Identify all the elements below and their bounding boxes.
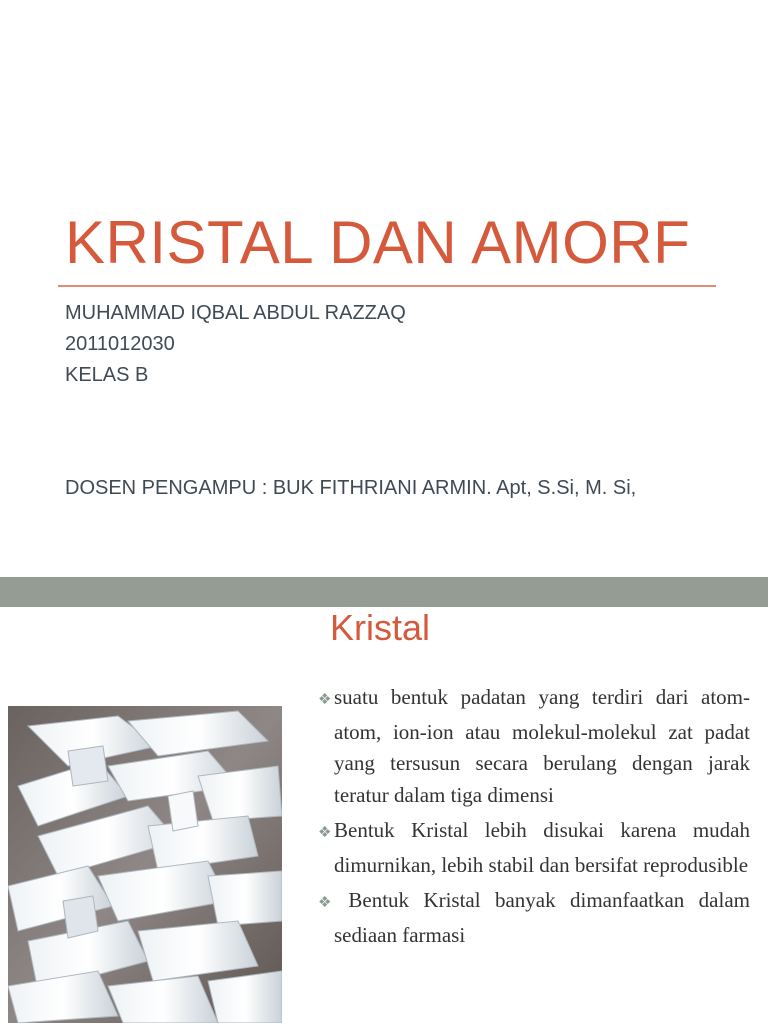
slide-separator-band [0,577,768,607]
subtitle-block [65,298,705,503]
bullet-item [318,885,750,951]
bullet-text: Bentuk Kristal lebih disukai karena mudah dimurnikan, lebih stabil dan bersifat reprodusible [334,818,750,877]
title-underline [58,285,716,287]
diamond-bullet-icon: ❖ [318,825,332,841]
bullet-text: suatu bentuk padatan yang terdiri dari atom-atom, ion-ion atau molekul-molekul zat padat yang tersusun secara berulang dengan jarak teratur dalam tiga dimensi [334,685,750,807]
spacer [65,391,705,474]
author-name: MUHAMMAD IQBAL ABDUL RAZZAQ [65,302,406,324]
kristal-bullet-list [318,682,750,955]
student-id: 2011012030 [65,333,175,355]
slide-title: KRISTAL DAN AMORF [65,209,691,276]
slide-heading: Kristal [330,607,431,648]
bullet-item [318,682,750,811]
diamond-bullet-icon: ❖ [318,895,332,911]
diamond-bullet-icon: ❖ [318,692,332,708]
crystal-photo [8,706,282,1023]
class-label: KELAS B [65,364,149,386]
lecturer-line: DOSEN PENGAMPU : BUK FITHRIANI ARMIN. Apt, S.Si, M. Si, [65,477,637,499]
bullet-text: Bentuk Kristal banyak dimanfaatkan dalam sediaan farmasi [334,888,750,947]
bullet-item [318,815,750,881]
